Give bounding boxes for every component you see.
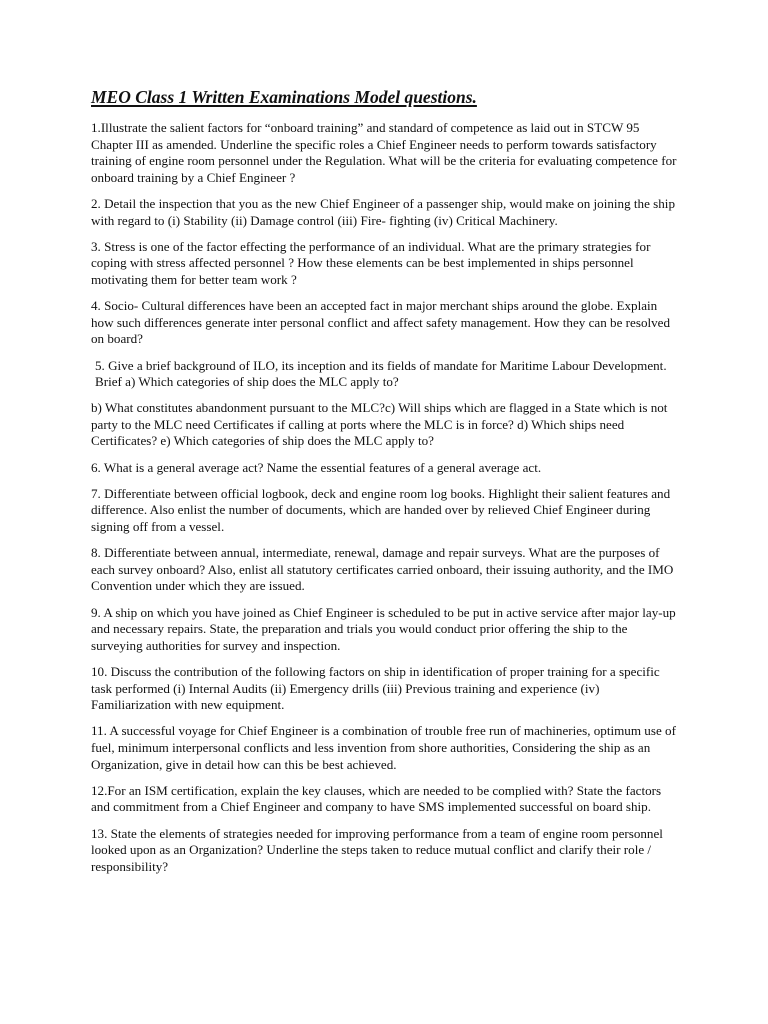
question-1: 1.Illustrate the salient factors for “onboard training” and standard of competence as laid out in STCW 95 Chapter III as amended. Underline the specific roles a Chief Engineer needs to perform towards satisfactory training of engine room personnel under the Regulation. What will be the criteria for evaluating competence for onboard training by a Chief Engineer ? xyxy=(91,120,677,185)
question-6: 6. What is a general average act? Name the essential features of a general average act. xyxy=(91,459,542,475)
question-8: 8. Differentiate between annual, intermediate, renewal, damage and repair surveys. What are the purposes of each survey onboard? Also, enlist all statutory certificates carried onboard, their issuing authority, and the IMO Convention under which they are issued. xyxy=(91,545,674,594)
question-11: 11. A successful voyage for Chief Engineer is a combination of trouble free run of machineries, optimum use of fuel, minimum interpersonal conflicts and less invention from shore authorities, Considering the ship as an Organization, give in detail how can this be best achieved. xyxy=(91,723,676,772)
question-2: 2. Detail the inspection that you as the new Chief Engineer of a passenger ship, would make on joining the ship with regard to (i) Stability (ii) Damage control (iii) Fire- fighting (iv) Critical Machinery. xyxy=(91,195,675,228)
question-10: 10. Discuss the contribution of the following factors on ship in identification of proper training for a specific task performed (i) Internal Audits (ii) Emergency drills (iii) Previous training and experience (iv) Familiarization with new equipment. xyxy=(91,663,660,713)
document-title: MEO Class 1 Written Examinations Model questions. xyxy=(91,87,477,107)
question-9: 9. A ship on which you have joined as Chief Engineer is scheduled to be put in active service after major lay-up and necessary repairs. State, the preparation and trials you would conduct prior offering the ship to the surveying authorities for survey and inspection. xyxy=(91,604,676,653)
question-13: 13. State the elements of strategies needed for improving performance from a team of engine room personnel looked upon as an Organization? Underline the steps taken to reduce mutual conflict and clarify their role / responsibility? xyxy=(91,825,663,874)
question-4: 4. Socio- Cultural differences have been an accepted fact in major merchant ships around the globe. Explain how such differences generate inter personal conflict and affect safety management. How they can be resolved on board? xyxy=(91,298,671,347)
question-5-continued: b) What constitutes abandonment pursuant to the MLC?c) Will ships which are flagged in a State which is not party to the MLC need Certificates if calling at ports where the MLC is in force? d) Which ships need Certificates? e) Which categories of ship does the MLC apply to? xyxy=(91,400,668,449)
question-7: 7. Differentiate between official logbook, deck and engine room log books. Highlight their salient features and difference. Also enlist the number of documents, which are handed over by relieved Chief Engineer during signing off from a vessel. xyxy=(91,485,671,535)
question-5: 5. Give a brief background of ILO, its inception and its fields of mandate for Maritime Labour Development. Brief a) Which categories of ship does the MLC apply to? xyxy=(95,357,667,390)
question-3: 3. Stress is one of the factor effecting the performance of an individual. What are the primary strategies for coping with stress affected personnel ? How these elements can be best implemented in ships personnel motivating them for better team work ? xyxy=(91,238,651,287)
question-12: 12.For an ISM certification, explain the key clauses, which are needed to be complied with? State the factors and commitment from a Chief Engineer and company to have SMS implemented successful on board ship. xyxy=(91,782,662,815)
document-page xyxy=(91,86,681,885)
